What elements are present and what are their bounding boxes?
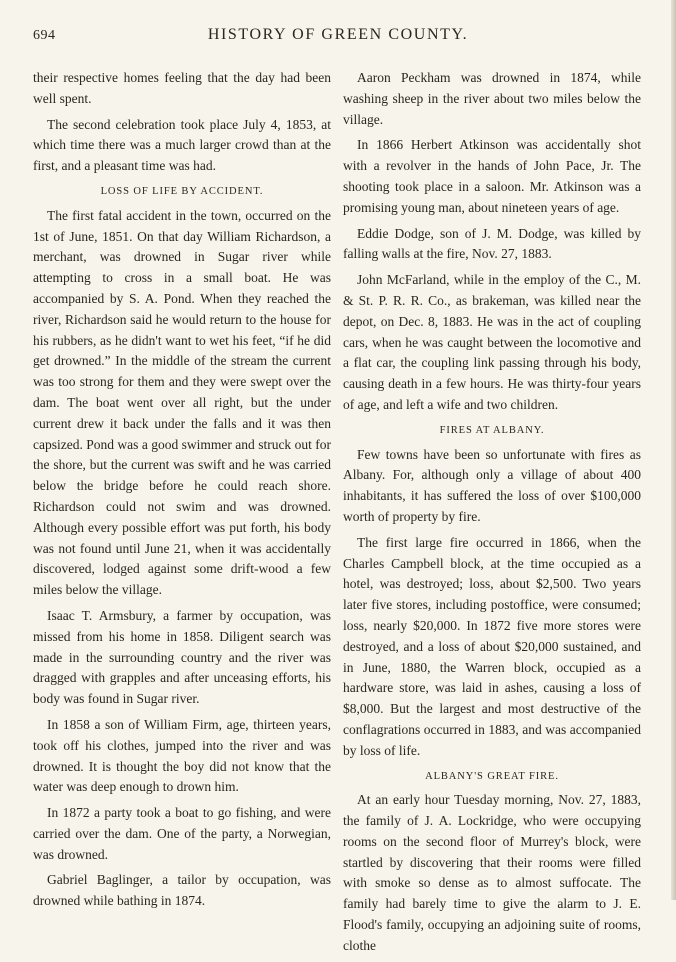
paragraph: Eddie Dodge, son of J. M. Dodge, was killed by falling walls at the fire, Nov. 27, 1883. — [343, 225, 641, 262]
paragraph: In 1872 a party took a boat to go fishing, and were carried over the dam. One of the party, a Norwegian, was drowned. — [33, 805, 331, 862]
paragraph: their respective homes feeling that the day had been well spent. — [33, 70, 331, 106]
paragraph: The first large fire occurred in 1866, when the Charles Campbell block, at the time occupied as a hotel, was destroyed; loss, about $2,500. Two years later five stores, including postoffice, were consumed; loss, nearly $20,000. In 1872 five more stores were destroyed, and a loss of about $20,000 sustained, and in June, 1880, the Warren block, occupied as a hardware store, was laid in ashes, causing a loss of $8,000. But the largest and most destructive of the conflagrations occurred in 1883, and was accompanied by loss of life. — [343, 534, 641, 758]
right-column — [343, 68, 641, 962]
section-heading: LOSS OF LIFE BY ACCIDENT. — [100, 185, 264, 197]
paragraph: Few towns have been so unfortunate with fires as Albany. For, although only a village of about 400 inhabitants, it has suffered the loss of over $100,000 worth of property by fire. — [343, 446, 641, 524]
page-number: 694 — [33, 28, 56, 43]
page-edge — [671, 0, 676, 900]
left-column — [33, 68, 331, 917]
paragraph: The first fatal accident in the town, occurred on the 1st of June, 1851. On that day William Richardson, a merchant, was drowned in Sugar river while attempting to cross in a small boat. He was accompanied by S. A. Pond. When they reached the river, Richardson said he would return to the house for his rubbers, as he didn't want to wet his feet, “if he did get drowned.” In the middle of the stream the current was too strong for them and they were swept over the dam. The boat went over all right, but the under current drew it back under the falls and it was then capsized. Pond was a good swimmer and struck out for the shore, but the current was swift and he was carried below the bridge before he could reach shore. Richardson could not swim and was drowned. Although every possible effort was put forth, his body was not found until June 21, when it was accidentally discovered, lodged against some drift-wood a few miles below the village. — [33, 207, 331, 598]
page-header — [33, 28, 643, 52]
section-heading: ALBANY'S GREAT FIRE. — [425, 770, 559, 782]
paragraph: At an early hour Tuesday morning, Nov. 27, 1883, the family of J. A. Lockridge, who were occupying rooms on the second floor of Murrey's block, were startled by discovering that their rooms were filled with smoke so dense as to almost suffocate. The family had barely time to give the alarm to J. E. Flood's family, occupying an adjoining suite of rooms, clothe — [343, 792, 641, 953]
running-title: HISTORY OF GREEN COUNTY. — [207, 26, 469, 43]
paragraph: Gabriel Baglinger, a tailor by occupation, was drowned while bathing in 1874. — [33, 872, 331, 909]
paragraph: John McFarland, while in the employ of the C., M. & St. P. R. R. Co., as brakeman, was killed near the depot, on Dec. 8, 1883. He was in the act of coupling cars, when he was caught between the locomotive and a flat car, the coupling link passing through his body, causing death in a few hours. He was thirty-four years of age, and left a wife and two children. — [343, 272, 641, 412]
paragraph: In 1858 a son of William Firm, age, thirteen years, took off his clothes, jumped into the river and was drowned. It is thought the boy did not know that the water was deep enough to drown him. — [33, 716, 331, 795]
paragraph: Isaac T. Armsbury, a farmer by occupation, was missed from his home in 1858. Diligent search was made in the surrounding country and the river was dragged with grapples and after unceasing efforts, his body was found in Sugar river. — [33, 607, 331, 707]
paragraph: Aaron Peckham was drowned in 1874, while washing sheep in the river about two miles below the village. — [343, 70, 641, 127]
section-heading: FIRES AT ALBANY. — [439, 424, 545, 436]
paragraph: In 1866 Herbert Atkinson was accidentally shot with a revolver in the hands of John Pace, Jr. The shooting took place in a saloon. Mr. Atkinson was a promising young man, about nineteen years of age. — [343, 137, 641, 215]
paragraph: The second celebration took place July 4, 1853, at which time there was a much larger crowd than at the first, and a pleasant time was had. — [33, 116, 331, 174]
